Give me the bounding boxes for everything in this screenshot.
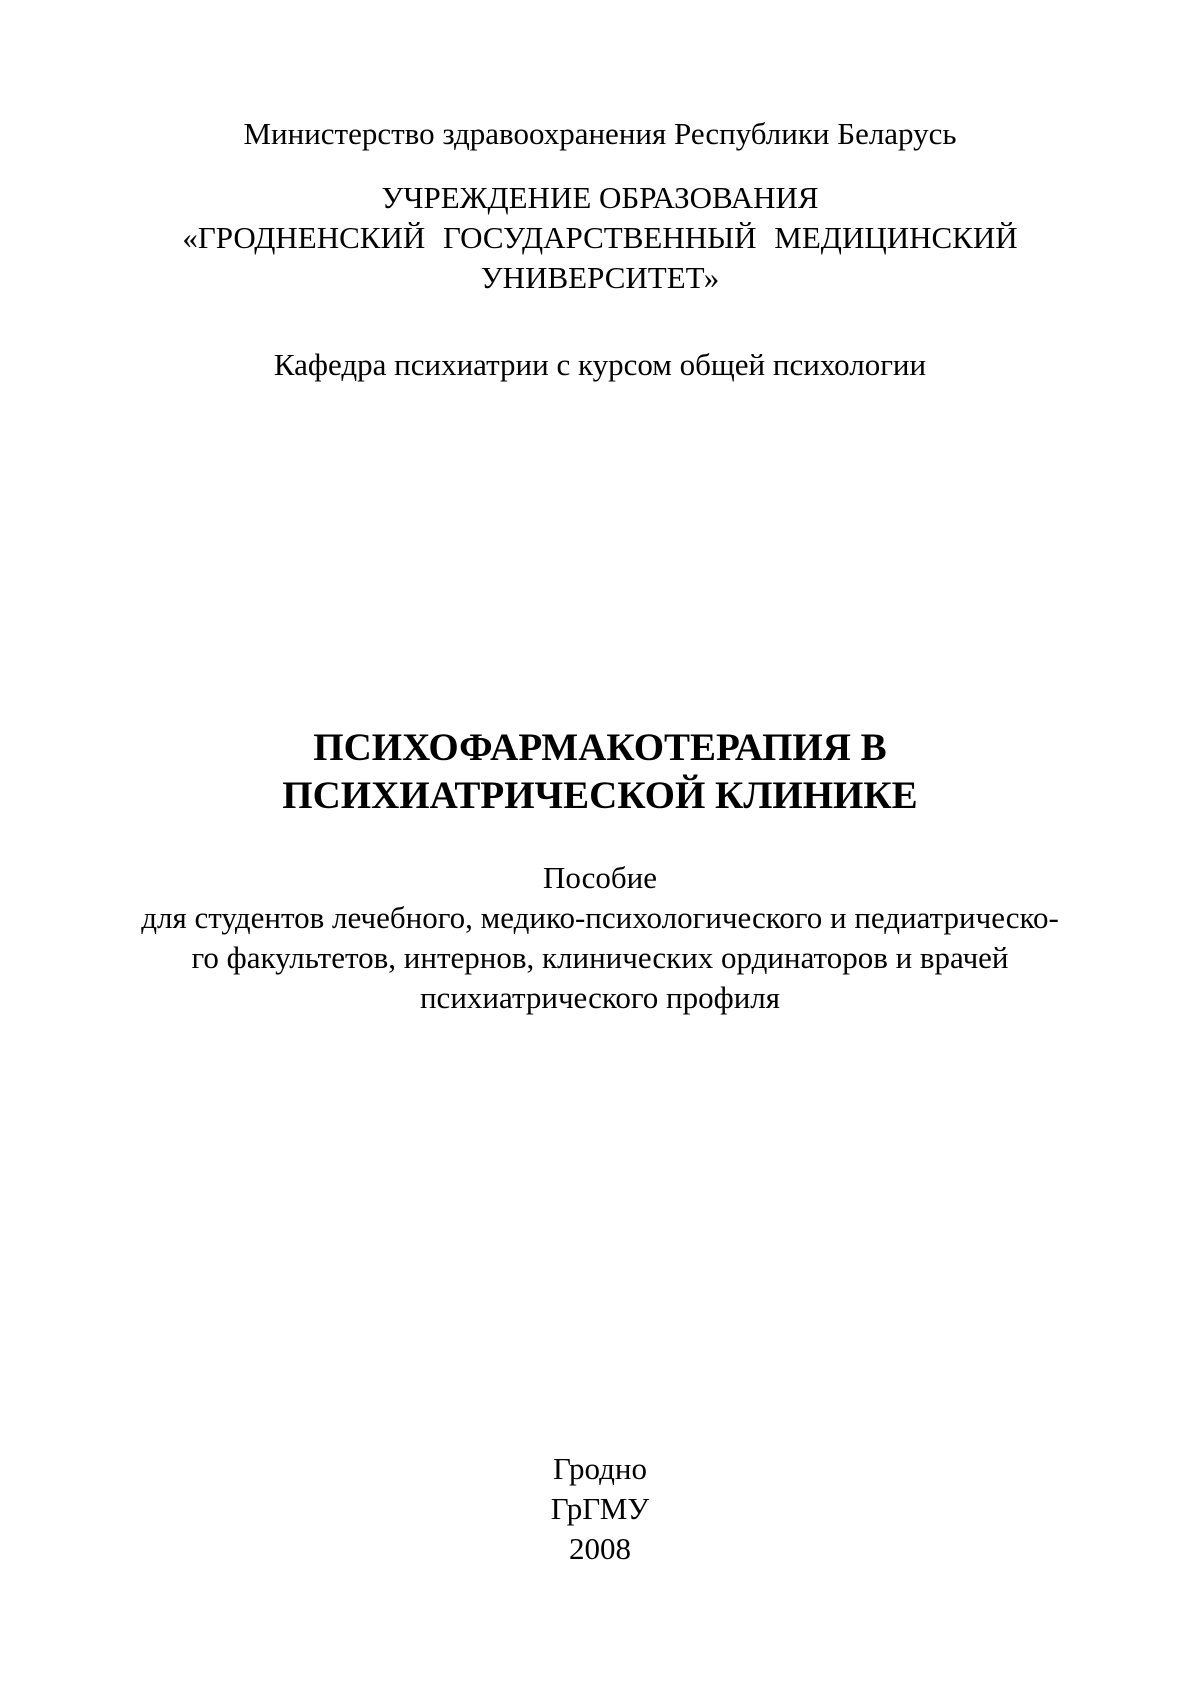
- book-title-line-2: ПСИХИАТРИЧЕСКОЙ КЛИНИКЕ: [282, 774, 918, 817]
- imprint-year: 2008: [569, 1531, 631, 1566]
- book-title-line-1: ПСИХОФАРМАКОТЕРАПИЯ В: [313, 726, 887, 769]
- ministry-name: Министерство здравоохранения Республики Беларусь: [243, 116, 957, 151]
- institution-line-3: УНИВЕРСИТЕТ»: [480, 260, 720, 295]
- institution-line-2: «ГРОДНЕНСКИЙ ГОСУДАРСТВЕННЫЙ МЕДИЦИНСКИЙ: [182, 220, 1018, 255]
- audience-line-2: го факультетов, интернов, клинических ординаторов и врачей: [191, 940, 1009, 975]
- audience-line-3: психиатрического профиля: [419, 980, 781, 1015]
- publication-type: Пособие: [542, 860, 658, 895]
- department-name: Кафедра психиатрии с курсом общей психологии: [273, 347, 927, 382]
- institution-line-1: УЧРЕЖДЕНИЕ ОБРАЗОВАНИЯ: [381, 180, 819, 215]
- imprint-publisher: ГрГМУ: [550, 1491, 650, 1526]
- audience-line-1: для студентов лечебного, медико-психологического и педиатрическо-: [141, 900, 1059, 935]
- imprint-city: Гродно: [553, 1451, 647, 1486]
